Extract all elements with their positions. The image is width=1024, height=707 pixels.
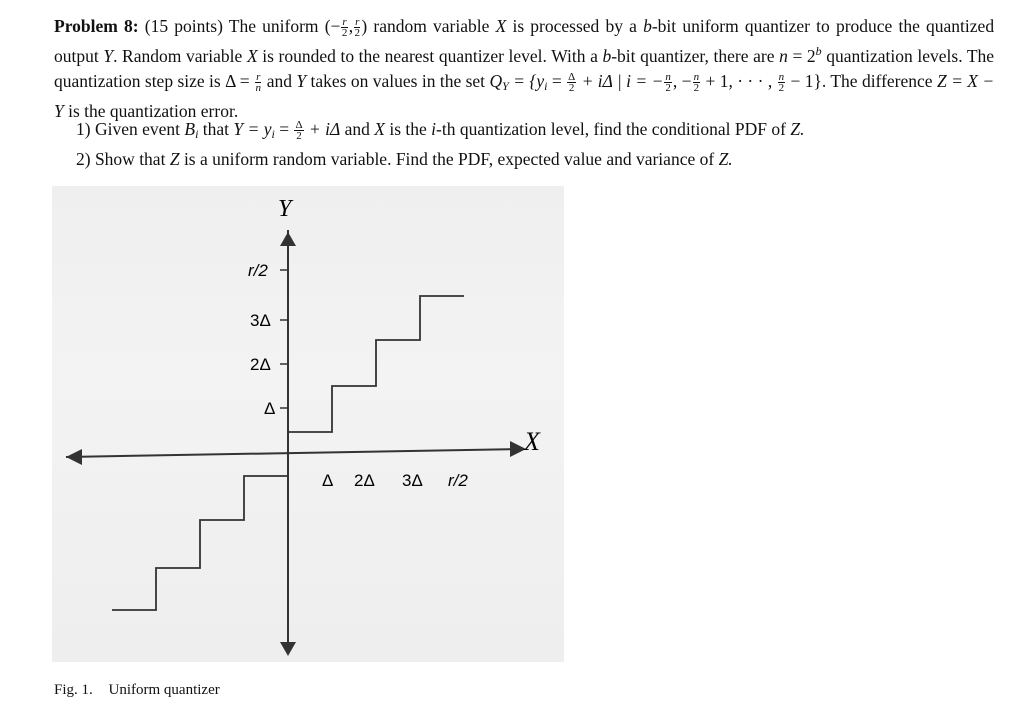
text: The difference — [830, 71, 933, 91]
math-var: X — [495, 16, 507, 36]
y-tick-label: 3Δ — [250, 311, 271, 330]
text: quantization levels. The quantization step size is — [54, 46, 995, 91]
x-tick-label: r/2 — [448, 471, 468, 490]
text: ) — [361, 16, 368, 36]
fraction — [693, 72, 701, 93]
math-var: X — [246, 46, 258, 66]
text: n — [665, 71, 671, 84]
text: takes on values in the set — [310, 71, 486, 91]
text: = {y — [513, 71, 545, 91]
text: -bit uniform quantizer to produce the quantized output — [54, 16, 995, 66]
math-var: Z. — [790, 119, 805, 139]
text: n — [255, 82, 261, 95]
math-var: B — [184, 119, 196, 139]
text: is the — [389, 119, 427, 139]
text: − 1}. — [790, 71, 827, 91]
text: is rounded to the nearest quantizer level. With a — [262, 46, 598, 66]
fraction — [294, 120, 303, 141]
math-var: Y — [103, 46, 114, 66]
text: is processed by a — [512, 16, 637, 36]
text: The uniform — [228, 16, 319, 36]
math-var: i — [431, 119, 437, 139]
text: 2 — [568, 82, 575, 95]
text: n — [778, 71, 785, 84]
text: 2 — [693, 82, 700, 95]
caption-label: Fig. 1. — [54, 682, 93, 698]
text: that — [202, 119, 230, 139]
text: . Random variable — [113, 46, 243, 66]
x-tick-label: 2Δ — [354, 471, 375, 490]
math-var: i — [271, 127, 275, 141]
question-2 — [76, 147, 804, 172]
text: -th quantization level, find the conditional PDF of — [436, 119, 786, 139]
math-expr: Y = y — [233, 119, 272, 139]
text: 2 — [665, 82, 671, 95]
text: + 1, · · · , — [705, 71, 773, 91]
y-axis-arrow-top — [280, 232, 296, 246]
y-axis-label: Y — [278, 196, 292, 222]
text: 2 — [341, 27, 348, 40]
text: Δ — [295, 119, 303, 132]
text: 2 — [354, 27, 360, 40]
x-axis-arrow-left — [66, 449, 82, 465]
x-axis-label: X — [524, 427, 540, 456]
math-var: n — [779, 46, 788, 66]
y-tick-label: r/2 — [248, 261, 268, 280]
text: is the quantization error. — [68, 101, 239, 121]
text: 2 — [778, 82, 785, 95]
math-var: i — [544, 79, 548, 93]
x-tick-label: 3Δ — [402, 471, 423, 490]
text: 2 — [296, 130, 302, 143]
question-1 — [76, 117, 804, 147]
text: = — [239, 71, 250, 91]
math-var: Z. — [718, 149, 733, 169]
text: r — [342, 16, 347, 29]
fraction — [778, 72, 786, 93]
text: r — [355, 16, 360, 29]
question-list — [76, 117, 804, 172]
text: and — [266, 71, 293, 91]
text: (− — [324, 16, 341, 36]
text: 2) Show that — [76, 149, 166, 169]
text: n — [693, 71, 700, 84]
x-tick-label: Δ — [322, 471, 334, 490]
y-axis-arrow-bottom — [280, 642, 296, 656]
math-var: Z — [936, 71, 947, 91]
text: random variable — [373, 16, 490, 36]
text: Δ — [568, 71, 576, 84]
text: = 2 — [792, 46, 816, 66]
x-axis — [66, 449, 522, 457]
fraction — [354, 17, 360, 38]
fraction — [664, 72, 672, 93]
text: + iΔ | i = − — [581, 71, 664, 91]
text: , − — [672, 71, 692, 91]
text: r — [256, 71, 261, 84]
figure-caption — [54, 682, 220, 699]
math-var: Z — [169, 149, 180, 169]
y-tick-label: Δ — [264, 399, 276, 418]
math-var: b — [643, 16, 652, 36]
text: and — [344, 119, 370, 139]
problem-points: (15 points) — [144, 16, 223, 36]
text: 1) Given event — [76, 119, 180, 139]
text: = — [551, 71, 562, 91]
math-var: b — [602, 46, 612, 66]
math-expr: = X − Y — [54, 71, 995, 121]
caption-text: Uniform quantizer — [108, 682, 220, 698]
fraction — [567, 72, 576, 93]
math-expr: + iΔ — [308, 119, 341, 139]
fraction — [341, 17, 347, 38]
text: , — [348, 16, 354, 36]
quantizer-figure — [52, 186, 564, 662]
math-var: Q — [489, 71, 503, 91]
math-var: i — [195, 127, 199, 141]
text: -bit quantizer, there are — [611, 46, 775, 66]
problem-label: Problem 8: — [54, 16, 139, 36]
math-var: Y — [296, 71, 307, 91]
problem-statement — [54, 14, 994, 124]
math-var: Δ — [225, 71, 236, 91]
fraction — [255, 72, 261, 93]
math-var: X — [374, 119, 385, 139]
text: is a uniform random variable. Find the PDF, expected value and variance of — [183, 149, 715, 169]
math-var: b — [815, 44, 822, 58]
text: = — [279, 119, 290, 139]
math-var: Y — [502, 79, 509, 93]
y-tick-label: 2Δ — [250, 355, 271, 374]
quantizer-plot — [52, 186, 564, 662]
